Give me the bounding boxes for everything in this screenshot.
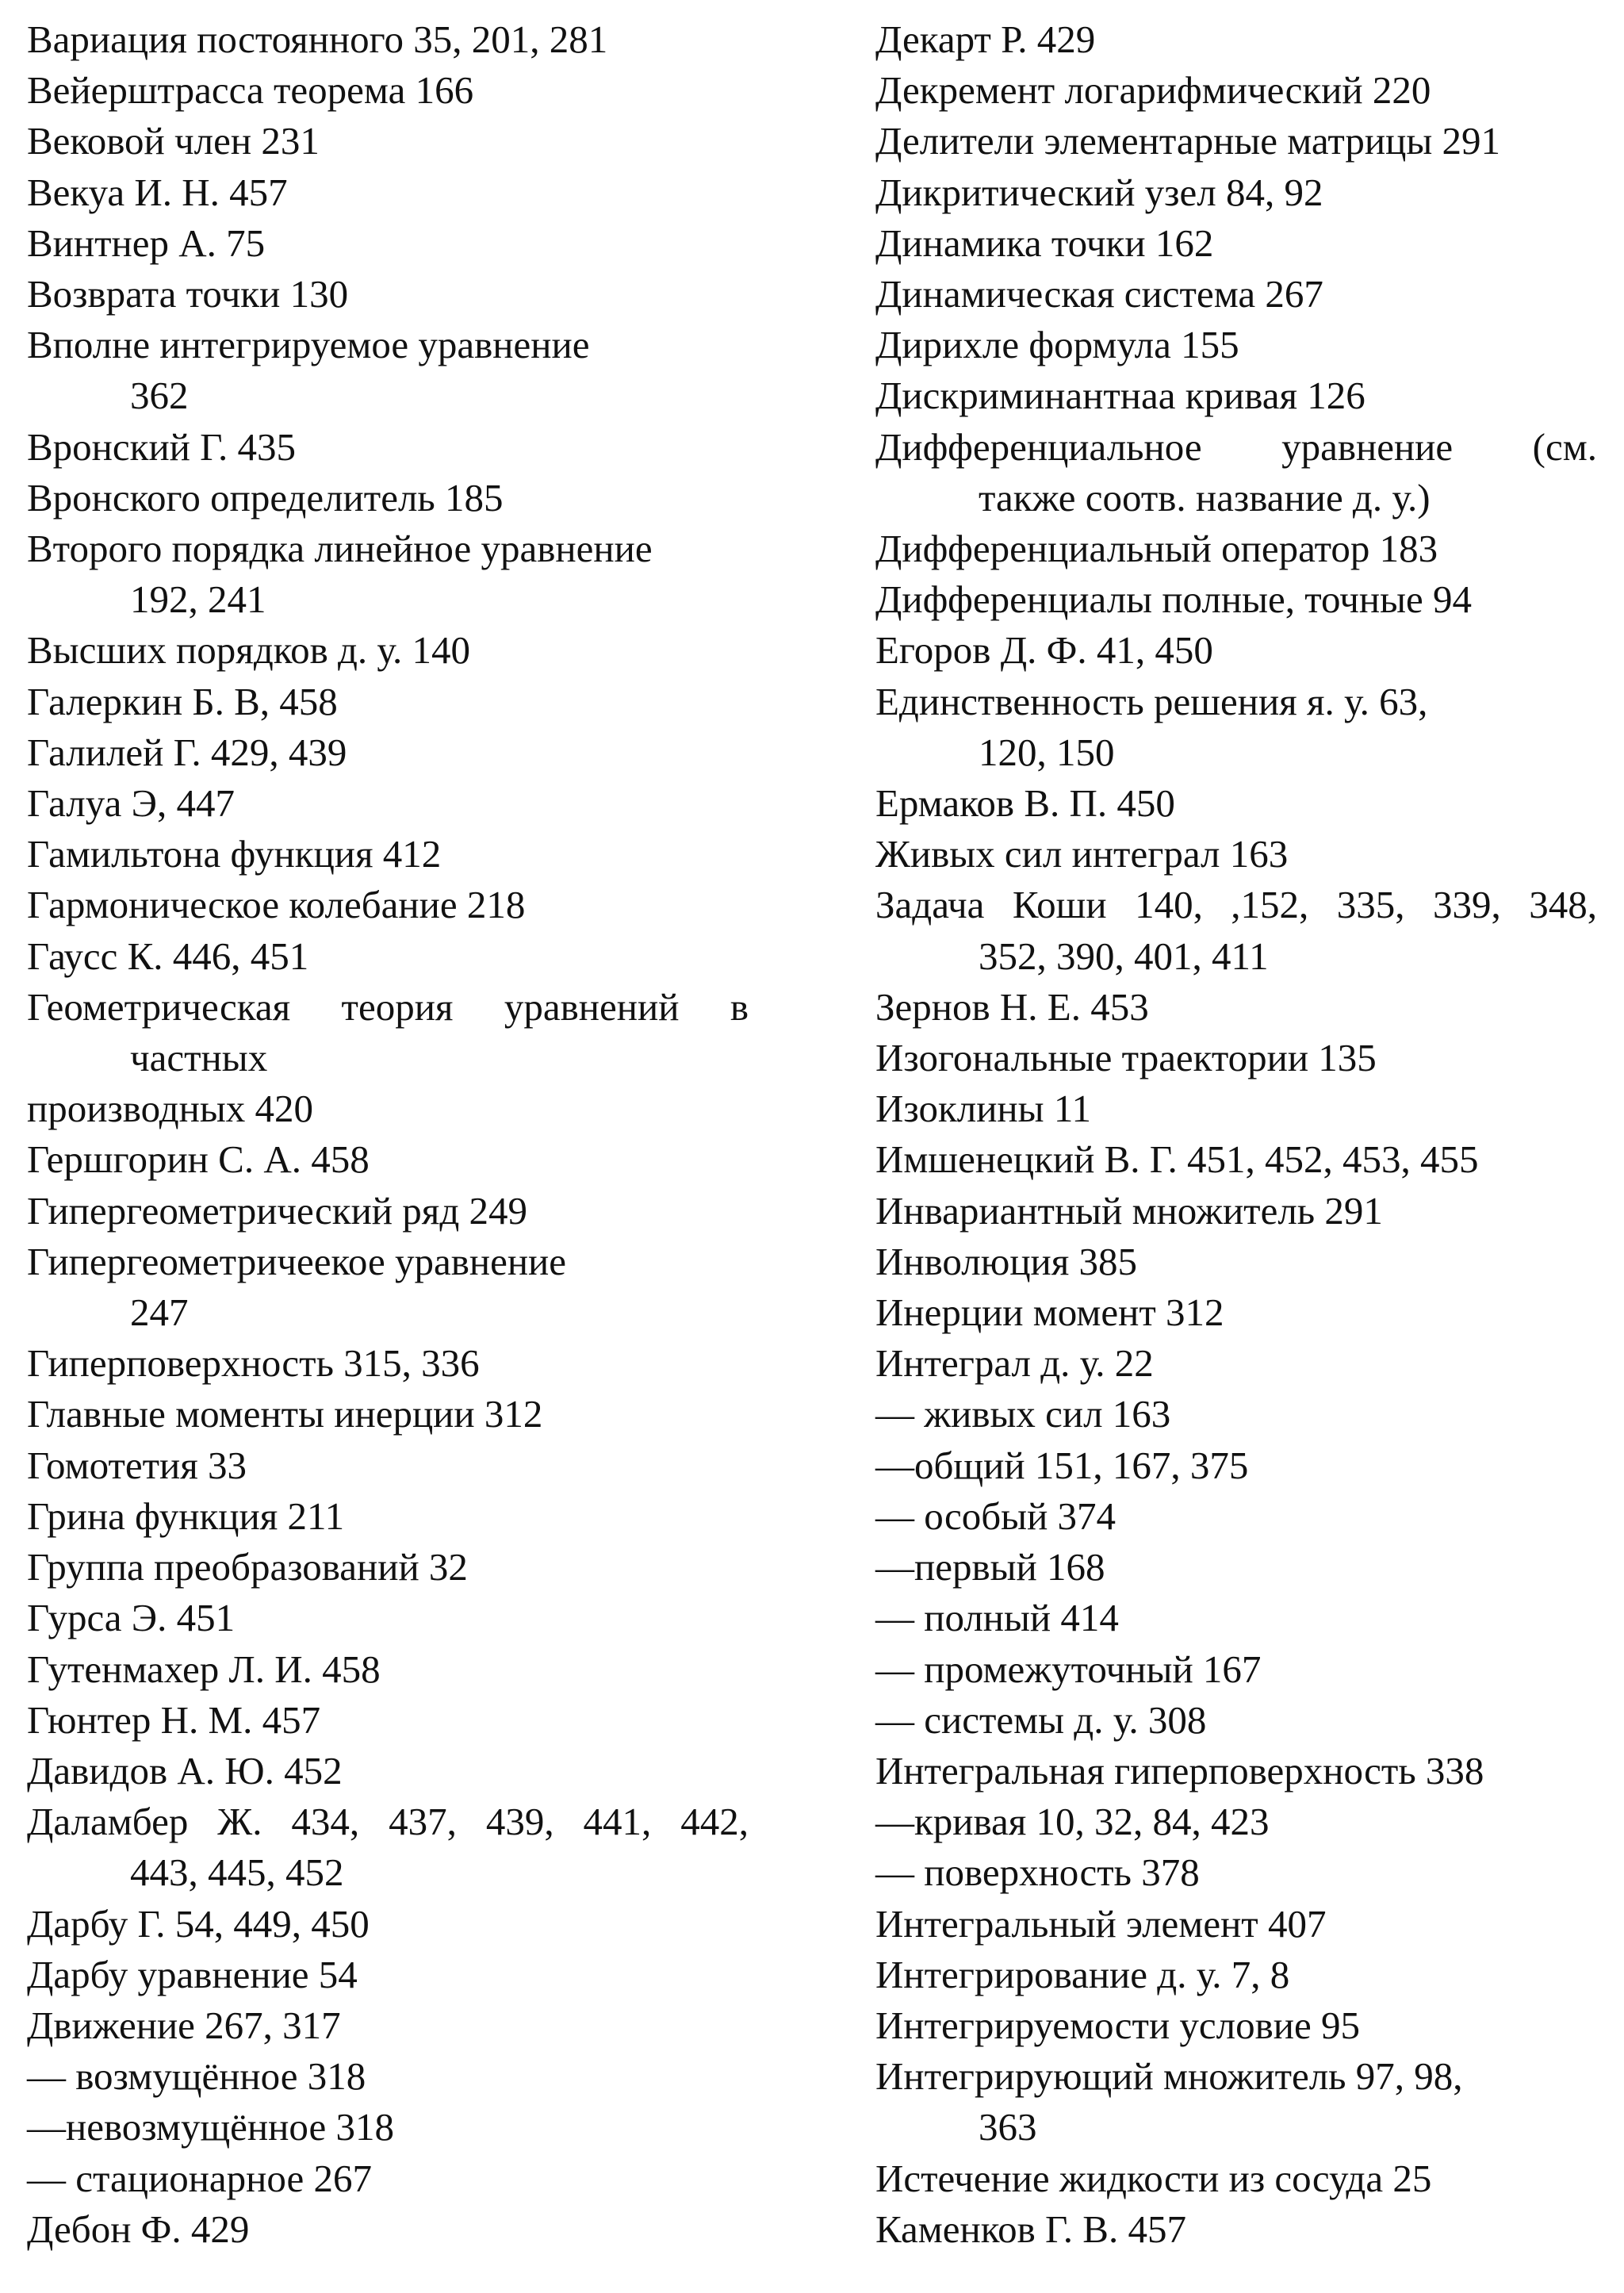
index-entry: Изоклины 11: [875, 1087, 1092, 1131]
index-entry: — промежуточный 167: [875, 1647, 1262, 1691]
index-entry: — полный 414: [875, 1596, 1119, 1640]
index-entry-continuation: 120, 150: [979, 730, 1115, 774]
index-entry: Динамическая система 267: [875, 272, 1323, 316]
index-entry: Вейерштрасса теорема 166: [27, 68, 474, 113]
index-entry: Высших порядков д. у. 140: [27, 628, 470, 673]
index-entry: Давидов А. Ю. 452: [27, 1748, 343, 1793]
index-entry: Гармоническое колебание 218: [27, 883, 526, 927]
index-entry: —невозмущённое 318: [27, 2105, 394, 2149]
index-entry: Гаусс К. 446, 451: [27, 934, 309, 978]
index-entry: Вековой член 231: [27, 119, 320, 163]
index-entry: Второго порядка линейное уравнение: [27, 527, 653, 571]
index-entry: —кривая 10, 32, 84, 423: [875, 1800, 1270, 1844]
index-left-column: [27, 14, 749, 2255]
index-entry: Грина функция 211: [27, 1494, 345, 1538]
index-entry: — возмущённое 318: [27, 2054, 366, 2099]
index-entry: Задача Коши 140, ,152, 335, 339, 348,: [875, 883, 1597, 927]
index-entry: Интеграл д. у. 22: [875, 1341, 1154, 1386]
index-entry: Зернов Н. Е. 453: [875, 984, 1149, 1029]
index-entry: Дарбу Г. 54, 449, 450: [27, 1901, 370, 1946]
index-entry-continuation: 362: [130, 374, 189, 418]
index-entry: Декремент логарифмический 220: [875, 68, 1431, 113]
index-entry: Возврата точки 130: [27, 272, 349, 316]
index-entry: Интегрирующий множитель 97, 98,: [875, 2054, 1463, 2099]
index-entry: Истечение жидкости из сосуда 25: [875, 2156, 1432, 2200]
index-entry: Дифференциалы полные, точные 94: [875, 577, 1473, 622]
index-entry: Винтнер А. 75: [27, 220, 266, 265]
index-entry: Гутенмахер Л. И. 458: [27, 1647, 381, 1691]
index-entry-continuation: 192, 241: [130, 577, 266, 622]
index-entry: Гомотетия 33: [27, 1443, 247, 1487]
index-entry: Дебон Ф. 429: [27, 2207, 250, 2251]
index-entry: Дарбу уравнение 54: [27, 1952, 358, 1996]
index-entry: Живых сил интеграл 163: [875, 832, 1289, 876]
index-entry: — живых сил 163: [875, 1392, 1171, 1436]
index-entry: Единственность решения я. у. 63,: [875, 679, 1428, 723]
index-entry: Ермаков В. П. 450: [875, 781, 1175, 826]
index-entry: Дикритический узел 84, 92: [875, 170, 1323, 214]
index-entry: — особый 374: [875, 1494, 1116, 1538]
index-entry: Изогональные траектории 135: [875, 1036, 1377, 1080]
index-entry: Движение 267, 317: [27, 2003, 341, 2047]
index-entry: Даламбер Ж. 434, 437, 439, 441, 442,: [27, 1800, 749, 1844]
index-entry: Гипергеометричеекое уравнение: [27, 1239, 567, 1283]
index-entry: Инвариантный множитель 291: [875, 1188, 1383, 1233]
index-entry: Гершгорин С. А. 458: [27, 1137, 370, 1182]
index-entry: Интегральный элемент 407: [875, 1901, 1327, 1946]
index-right-column: [875, 14, 1597, 2255]
index-entry: Векуа И. Н. 457: [27, 170, 288, 214]
index-entry: Галилей Г. 429, 439: [27, 730, 347, 774]
index-entry: Имшенецкий В. Г. 451, 452, 453, 455: [875, 1137, 1479, 1182]
index-entry: Вронский Г. 435: [27, 424, 296, 469]
index-entry-continuation: также соотв. название д. у.): [979, 475, 1431, 520]
index-entry: Вариация постоянного 35, 201, 281: [27, 17, 608, 61]
index-entry: — стационарное 267: [27, 2156, 372, 2200]
index-entry: Дифференциальное уравнение (см.: [875, 424, 1597, 469]
index-entry: Гамильтона функция 412: [27, 832, 442, 876]
index-entry-continuation: 352, 390, 401, 411: [979, 934, 1269, 978]
index-entry: Гурса Э. 451: [27, 1596, 236, 1640]
index-entry: Динамика точки 162: [875, 220, 1214, 265]
index-entry: Интегрирование д. у. 7, 8: [875, 1952, 1290, 1996]
index-entry: производных 420: [27, 1087, 314, 1131]
index-entry: — поверхность 378: [875, 1850, 1200, 1895]
index-entry: Гюнтер Н. М. 457: [27, 1697, 321, 1742]
index-entry: Дискриминантнаа кривая 126: [875, 374, 1365, 418]
index-entry-continuation: 443, 445, 452: [130, 1850, 344, 1895]
index-entry: Декарт Р. 429: [875, 17, 1096, 61]
index-entry: Егоров Д. Ф. 41, 450: [875, 628, 1213, 673]
index-entry: Инволюция 385: [875, 1239, 1138, 1283]
index-entry: Группа преобразований 32: [27, 1545, 468, 1589]
index-entry: —первый 168: [875, 1545, 1105, 1589]
index-entry-continuation: 363: [979, 2105, 1037, 2149]
index-entry: Вронского определитель 185: [27, 475, 504, 520]
index-entry: Дифференциальный оператор 183: [875, 527, 1438, 571]
index-entry: Интегрируемости условие 95: [875, 2003, 1360, 2047]
index-entry: Главные моменты инерции 312: [27, 1392, 543, 1436]
index-entry: Гипергеометрический ряд 249: [27, 1188, 527, 1233]
index-entry: Галуа Э, 447: [27, 781, 235, 826]
index-entry-continuation: 247: [130, 1290, 189, 1335]
index-entry: Дирихле формула 155: [875, 323, 1239, 367]
index-entry: Гиперповерхность 315, 336: [27, 1341, 480, 1386]
index-entry: Каменков Г. В. 457: [875, 2207, 1186, 2251]
index-entry: —общий 151, 167, 375: [875, 1443, 1249, 1487]
index-entry: Вполне интегрируемое уравнение: [27, 323, 590, 367]
index-entry: Геометрическая теория уравнений в: [27, 984, 749, 1029]
index-entry: — системы д. у. 308: [875, 1697, 1207, 1742]
index-entry: Интегральная гиперповерхность 338: [875, 1748, 1484, 1793]
index-entry: Галеркин Б. В, 458: [27, 679, 338, 723]
index-entry: Инерции момент 312: [875, 1290, 1224, 1335]
index-entry: Делители элементарные матрицы 291: [875, 119, 1501, 163]
index-entry-continuation: частных: [130, 1036, 268, 1080]
